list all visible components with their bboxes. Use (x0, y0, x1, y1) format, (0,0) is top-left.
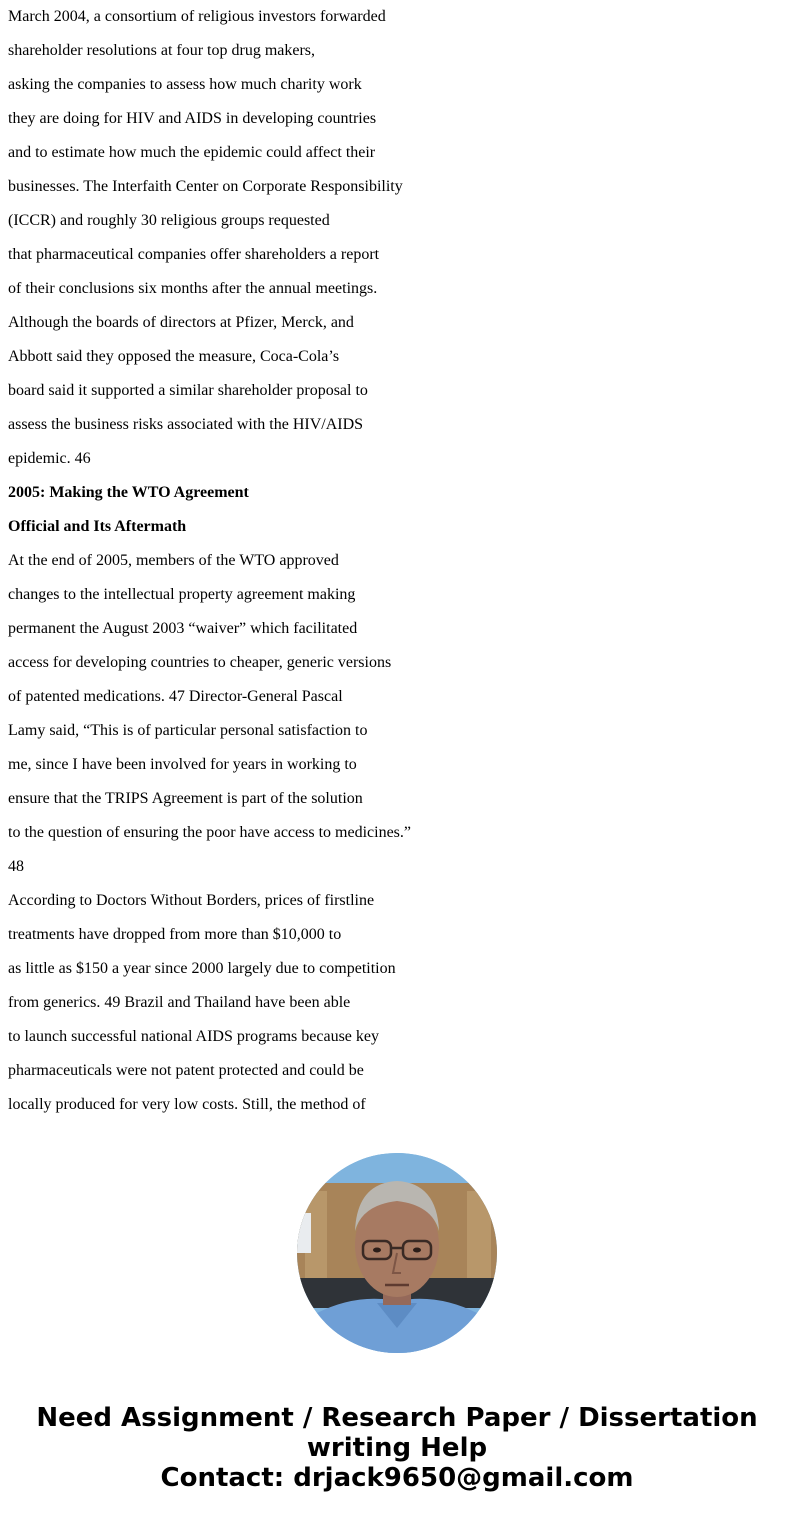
text-line: to launch successful national AIDS programs because key (8, 1028, 380, 1045)
text-line: Lamy said, “This is of particular personal satisfaction to (8, 722, 368, 739)
contact-banner (0, 1403, 794, 1493)
text-line: they are doing for HIV and AIDS in developing countries (8, 110, 377, 127)
text-line: At the end of 2005, members of the WTO approved (8, 552, 339, 569)
document-body (8, 0, 788, 1122)
avatar (297, 1153, 497, 1353)
text-line: epidemic. 46 (8, 450, 91, 467)
text-line: access for developing countries to cheaper, generic versions (8, 654, 392, 671)
text-line: to the question of ensuring the poor have access to medicines.” (8, 824, 411, 841)
text-line: that pharmaceutical companies offer shareholders a report (8, 246, 380, 263)
text-line: board said it supported a similar shareholder proposal to (8, 382, 368, 399)
text-line: permanent the August 2003 “waiver” which facilitated (8, 620, 358, 637)
text-line: (ICCR) and roughly 30 religious groups requested (8, 212, 330, 229)
text-line: asking the companies to assess how much charity work (8, 76, 362, 93)
banner-line-1: Need Assignment / Research Paper / Dissertation (36, 1403, 758, 1433)
text-line: According to Doctors Without Borders, prices of firstline (8, 892, 375, 909)
person-portrait-icon (297, 1153, 497, 1353)
section-heading: Official and Its Aftermath (8, 518, 187, 535)
text-line: assess the business risks associated with the HIV/AIDS (8, 416, 364, 433)
text-line: me, since I have been involved for years in working to (8, 756, 357, 773)
text-line: shareholder resolutions at four top drug makers, (8, 42, 316, 59)
section-heading: 2005: Making the WTO Agreement (8, 484, 249, 501)
text-line: from generics. 49 Brazil and Thailand have been able (8, 994, 351, 1011)
text-line: businesses. The Interfaith Center on Corporate Responsibility (8, 178, 403, 195)
text-line: Abbott said they opposed the measure, Coca-Cola’s (8, 348, 340, 365)
text-line: locally produced for very low costs. Still, the method of (8, 1096, 366, 1113)
text-line: pharmaceuticals were not patent protected and could be (8, 1062, 364, 1079)
text-line: as little as $150 a year since 2000 largely due to competition (8, 960, 396, 977)
text-line: and to estimate how much the epidemic could affect their (8, 144, 376, 161)
text-line: of patented medications. 47 Director-General Pascal (8, 688, 343, 705)
text-line: treatments have dropped from more than $10,000 to (8, 926, 342, 943)
text-line: of their conclusions six months after the annual meetings. (8, 280, 378, 297)
text-line: 48 (8, 858, 24, 875)
contact-email: Contact: drjack9650@gmail.com (160, 1463, 634, 1493)
text-line: ensure that the TRIPS Agreement is part of the solution (8, 790, 363, 807)
banner-line-2: writing Help (306, 1433, 488, 1463)
text-line: Although the boards of directors at Pfizer, Merck, and (8, 314, 354, 331)
text-line: changes to the intellectual property agreement making (8, 586, 356, 603)
text-line: March 2004, a consortium of religious investors forwarded (8, 8, 386, 25)
